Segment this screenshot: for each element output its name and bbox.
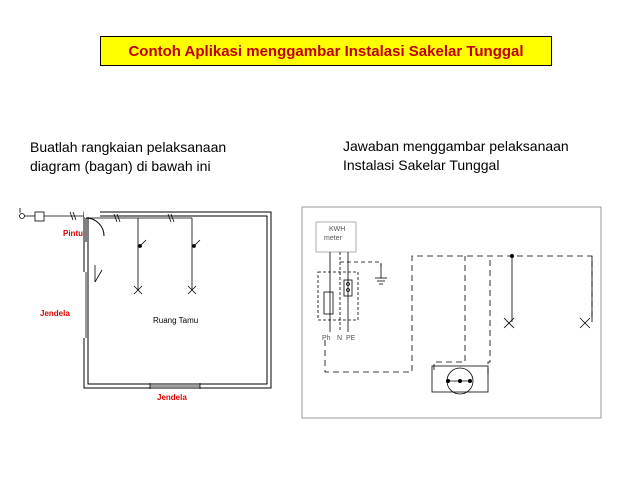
- door-symbol: [86, 218, 104, 242]
- switch-1-symbol: [139, 240, 147, 248]
- kwh-label-line1: KWH: [329, 226, 346, 233]
- phase-label: Ph: [322, 335, 331, 342]
- door-label: Pintu: [63, 229, 83, 238]
- window-bottom-label: Jendela: [157, 393, 187, 402]
- room-label: Ruang Tamu: [153, 316, 199, 325]
- switch-2-symbol: [193, 240, 201, 248]
- window-left-symbol: [84, 272, 86, 338]
- wall-switch-symbol: [95, 265, 102, 282]
- right-instruction-line1: Jawaban menggambar pelaksanaan: [343, 138, 569, 154]
- neutral-label: N: [337, 335, 343, 342]
- answer-lamp-1-symbol: [504, 318, 514, 328]
- right-instruction-line2: Instalasi Sakelar Tunggal: [343, 157, 500, 173]
- kwh-label-line2: meter: [324, 235, 342, 242]
- junction-box-symbol: [432, 366, 488, 394]
- slide-title: Contoh Aplikasi menggambar Instalasi Sakelar Tunggal: [128, 42, 524, 60]
- wiring-answer: [302, 207, 601, 418]
- floor-plan: [84, 212, 271, 389]
- answer-lamp-2-symbol: [580, 318, 590, 328]
- wiring-plan: [88, 214, 200, 294]
- earth-label: PE: [346, 335, 356, 342]
- source-symbol: [20, 208, 85, 221]
- left-instruction-line1: Buatlah rangkaian pelaksanaan: [30, 139, 227, 155]
- window-left-label: Jendela: [40, 309, 70, 318]
- left-instruction-line2: diagram (bagan) di bawah ini: [30, 158, 211, 174]
